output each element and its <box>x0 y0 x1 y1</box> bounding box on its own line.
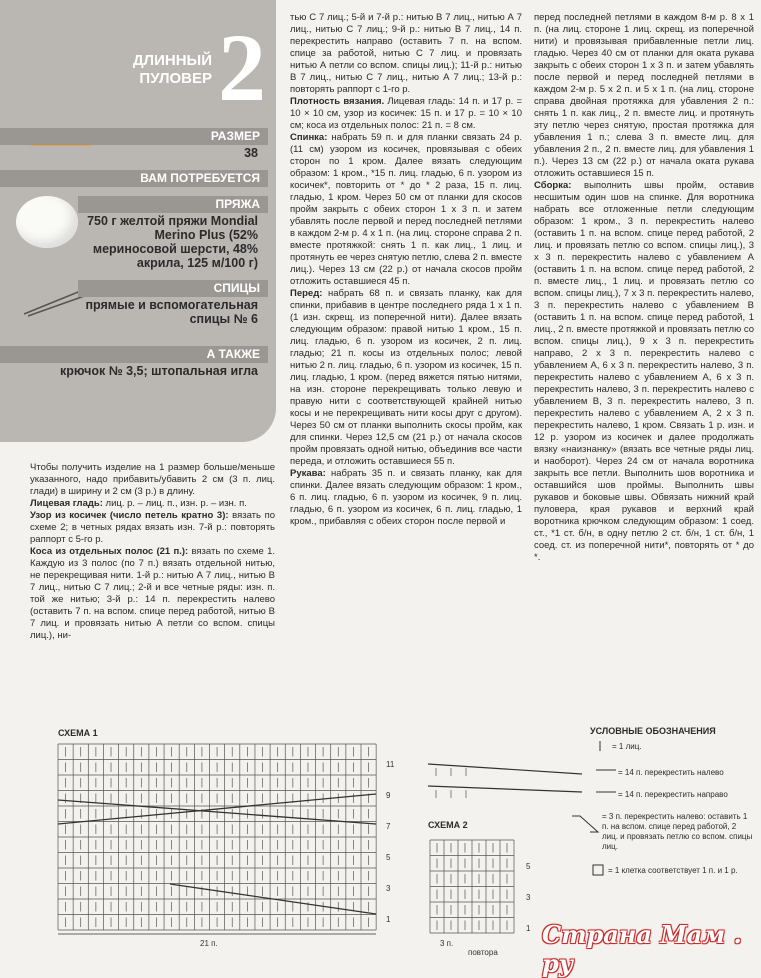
sleeves-text: набрать 35 п. и связать планку, как для спинки. Далее вязать следующим образом: 1 кром., 6 п. лиц. гладью, 6 п. узором из косичек, 9 п. лиц. гладью, 6 п. узором из косичек, 6 п. лиц. гладью, 1 кром., прибавляя с обеих сторон после первой и <box>290 468 522 527</box>
text-column-1 <box>30 462 275 642</box>
schema-2-label: СХЕМА 2 <box>428 820 468 830</box>
text-column-2 <box>290 12 522 528</box>
schema-1-row-number: 5 <box>386 853 391 862</box>
schema-2-chart <box>420 832 540 957</box>
schema-1-chart <box>40 740 395 950</box>
braid-text: вязать по схеме 1. Каждую из 3 полос (по 7 п.) вязать отдельной нитью, не перекрещивая нити. 1-й р.: нитью А 7 лиц., нитью В 7 лиц., нитью С 7 лиц.; 2-й и все четные ряды: изн. п. той же нитью; 3-й р.: 14 п. перекрестить налево (оставить 7 п. на вспом. спице перед работой, нитью В 7 лиц. и провязать нитью А петли со вспом. спицы лиц.), ни- <box>30 546 275 641</box>
front-text: набрать 68 п. и связать планку, как для спинки, прибавив в центре последнего ряда 1 х 1 п. (1 изн. скрещ. из поперечной нити). Далее вязать следующим образом: правой нитью 1 кром., 15 п. лиц. гладью, 6 п. узором из косичек, 2 п. лиц. гладью; 21 п. косы из отдельных полос; левой нитью 2 п. лиц. гладью, 6 п. узором из косичек, 15 п. лиц. гладью, 1 кром. (перед вяжется пятью нитями, на изн. стороне перекрещивать только левую и правую нити с соответствующей крайней нитью косы и не перекрещивать нити косы друг с другом). Через 50 см от планки выполнить скосы пройм, как для спинки. Через 12,5 см (21 р.) от начала скосов пройм провязать одной нитью, объединив все части переда, и отложить оставшиеся 55 п. <box>290 288 522 467</box>
front-heading: Перед: <box>290 288 323 299</box>
schema-1-label: СХЕМА 1 <box>58 728 98 738</box>
legend-item-cross-3: = 3 п. перекрестить налево: оставить 1 п. на вспом. спице перед работой, 2 лиц. и провязать петлю со вспом. спицы лиц. <box>602 812 753 851</box>
schema-2-row-number: 3 <box>526 893 531 902</box>
braid-heading: Коса из отдельных полос (21 п.): <box>30 546 189 557</box>
site-watermark: Страна Мам . ру <box>542 920 742 978</box>
sleeves-continued: перед последней петлями в каждом 8-м р. 8 х 1 п. (на лиц. стороне 1 лиц. скрещ. из поперечной нити) и провязывая прибавленные петли лиц. гладью. Через 40 см от планки для окатa рукава закрыть с обеих сторон 1 х 3 п. и затем убавлять после первой и перед последней петлями в каждом 2-м р. 5 х 2 п. и 5 х 1 п. (на лиц. стороне справа двойная протяжка для убавления 2 п.: снять 1 п. как лиц., 2 п. вместе лиц. и протянуть эту петлю через снятую, простая протяжка для убавления 1 п.; слева 3 п. вместе лиц. для убавления 2 п., 2 п. вместе лиц. для убавления 1 п.). Через 13 см (22 р.) от начала окатa рукава отложить оставшиеся 15 п. <box>534 12 754 179</box>
legend-title: УСЛОВНЫЕ ОБОЗНАЧЕНИЯ <box>590 726 716 736</box>
schema-1-row-number: 11 <box>386 760 395 769</box>
info-panel <box>0 0 276 442</box>
project-title: ДЛИННЫЙ ПУЛОВЕР <box>132 52 212 87</box>
legend-item-cell: = 1 клетка соответствует 1 п. и 1 р. <box>608 866 738 875</box>
needles-value: прямые и вспомогательная спицы № 6 <box>85 298 258 326</box>
back-heading: Спинка: <box>290 132 328 143</box>
schema-1-row-number: 3 <box>386 884 391 893</box>
cable-text: вязать по схеме 2; в четных рядах вязать изн. 7-й р.: повторять раппорт с 5-го р. <box>30 510 275 545</box>
schema-1-row-number: 1 <box>386 915 391 924</box>
schema-2-row-number: 5 <box>526 862 531 871</box>
legend-item-cross-left: = 14 п. перекрестить налево <box>618 768 724 777</box>
intro-paragraph: Чтобы получить изделие на 1 размер больше/меньше указанного, надо прибавить/убавить 2 см (3 п. лиц. глади) в ширину и 2 см (3 р.) в длину. <box>30 462 275 497</box>
cable-heading: Узор из косичек (число петель кратно 3): <box>30 510 229 521</box>
braid-continued: тью С 7 лиц.; 5-й и 7-й р.: нитью В 7 лиц., нитью А 7 лиц., нитью С 7 лиц.; 9-й р.: нитью В 7 лиц., 14 п. перекрестить направо (оставить 7 п. на вспом. спице за работой, нитью С 7 лиц. и провязать нитью А петли со вспом. спицы лиц.); 11-й р.: нитью В 7 лиц., нитью С 7 лиц., нитью А 7 лиц.; 13-й р.: повторять раппорт с 1-го р. <box>290 12 522 95</box>
legend-item-cross-right: = 14 п. перекрестить направо <box>618 790 728 799</box>
size-value: 38 <box>244 146 258 160</box>
legend-symbol-knit <box>590 740 610 752</box>
stitch-heading: Лицевая гладь: <box>30 498 103 509</box>
back-text: набрать 59 п. и для планки связать 24 р. (11 см) узором из косичек, провязывая с обеих сторон по 1 кром. Далее вязать следующим образом: 1 кром., *15 п. лиц. гладью, 6 п. узором из косичек*, повторить от * до * 2 раза, 15 п. лиц. гладью, 1 кром. Через 50 см от планки для скосов пройм закрыть с обеих сторон 1 х 3 п. и затем убавлять после первой и перед последней петлями в каждом 2-м р. 4 х 1 п. (на лиц. стороне справа 2 п. вместе протяжкой: снять 1 п. как лиц., 1 лиц. и протянуть ее через снятую петлю, слева 2 п. вместе лиц.). Через 13 см (22 р.) от начала скосов пройм отложить оставшиеся 45 п. <box>290 132 522 287</box>
schema-1-row-number: 9 <box>386 791 391 800</box>
gauge-heading: Плотность вязания. <box>290 96 385 107</box>
legend-symbol-cell <box>592 864 606 878</box>
stitch-text: лиц. р. – лиц. п., изн. р. – изн. п. <box>102 498 247 509</box>
assembly-heading: Сборка: <box>534 180 572 191</box>
yarn-value: 750 г желтой пряжи Mondial Merino Plus (52% мериносовой шерсти, 48% акрила, 125 м/100 г) <box>87 214 258 270</box>
schema-2-row-number: 1 <box>526 924 531 933</box>
size-heading: РАЗМЕР <box>0 128 268 145</box>
schema-1-row-number: 7 <box>386 822 391 831</box>
schema-2-width-label: 3 п. <box>440 939 454 948</box>
need-heading: ВАМ ПОТРЕБУЕТСЯ <box>0 170 268 187</box>
legend-item-knit: = 1 лиц. <box>612 742 642 751</box>
schema-2-repeat-label: повтора <box>468 948 498 957</box>
also-heading: А ТАКЖЕ <box>0 346 268 363</box>
yarn-heading: ПРЯЖА <box>78 196 268 213</box>
assembly-text: выполнить швы пройм, оставив несшитым один шов на спинке. Для воротника набрать все отложенные петли следующим образом: 1 кром., 3 п. перекрестить налево (оставить 1 п. на вспом. спице перед работой, 2 лиц. и провязать петлю со вспом. спицы лиц.), 3 х 3 п. перекрестить налево с убавлением А (оставить 1 п. на вспом. спице перед работой, 2 п. вместе лиц., 1 лиц. и провязать петлю со вспом. спицы лиц.), 7 х 3 п. перекрестить налево, 3 п. перекрестить налево с убавлением В (оставить 1 п. на вспом. спице перед работой, 1 лиц., 2 п. вместе протяжкой и провязать петлю со вспом. спицы лиц.), 9 х 3 п. перекрестить направо, 2 х 3 п. перекрестить налево с убавлением А, 6 х 3 п. перекрестить налево, 3 п. перекрестить налево с убавлением А, 6 х 3 п. перекрестить налево, 3 п. перекрестить налево с убавлением В, 3 п. перекрестить налево, 3 п. перекрестить налево с убавлением А, 2 х 3 п. перекрестить налево, 1 кром. Связать 1 р. изн. и 12 р. узором из косичек и далее продолжать вязку «наизнанку» (вязать все четные ряды лиц. и наоборот). Через 24 см от начала воротника закрыть все петли. Выполнить шов воротника и оставшийся шов проймы. Выполнить швы рукавов и боковые швы. Обвязать нижний край пуловера, края рукавов и верхний край воротника крючком следующим образом: 1 соед. ст., *1 ст. б/н, в одну петлю 2 ст. б/н, 1 ст. б/н, 1 соед. ст. из поперечной нити*, повторять от * до *. <box>534 180 754 563</box>
legend-symbol-cross-left <box>596 766 616 774</box>
also-value: крючок № 3,5; штопальная игла <box>59 364 258 378</box>
text-column-3 <box>534 12 754 564</box>
needles-heading: СПИЦЫ <box>78 280 268 297</box>
project-number: 2 <box>218 14 266 121</box>
legend-symbol-cross-right <box>596 788 616 796</box>
schema-1-width-label: 21 п. <box>200 939 218 948</box>
legend-symbol-cross-3 <box>570 810 600 838</box>
sleeves-heading: Рукава: <box>290 468 326 479</box>
cross-symbol-lines <box>426 756 586 800</box>
gauge-text: Лицевая гладь: 14 п. и 17 р. = 10 × 10 см, узор из косичек: 15 п. и 17 р. = 10 × 10 см; коса из отдельных полос: 21 п. = 8 см. <box>290 96 522 131</box>
